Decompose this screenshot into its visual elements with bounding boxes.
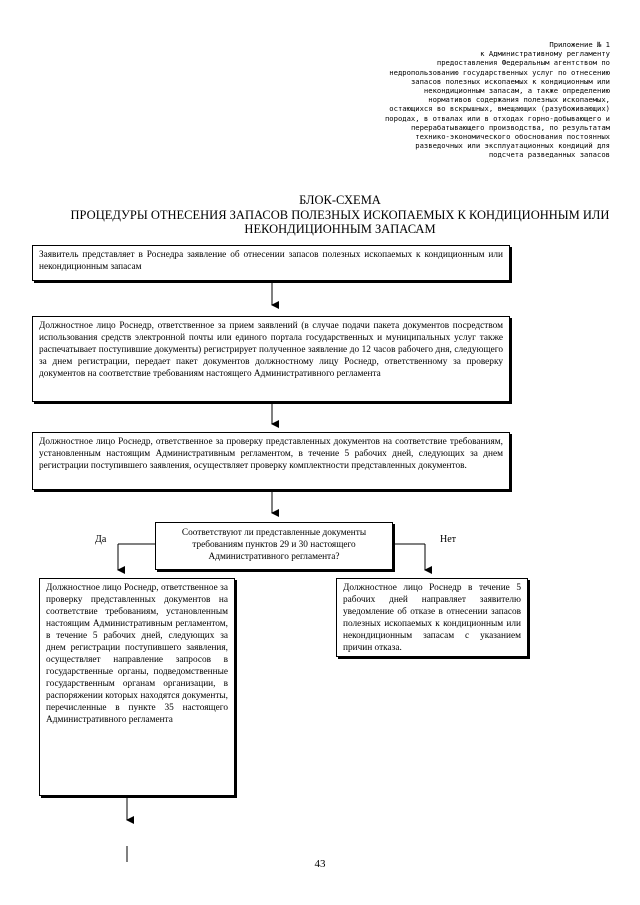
appendix-line: породах, в отвалах или в отходах горно-добывающего и bbox=[384, 113, 610, 123]
appendix-line: недропользованию государственных услуг по отнесению bbox=[389, 67, 610, 77]
appendix-line: подсчета разведанных запасов bbox=[488, 150, 610, 160]
decision-box bbox=[155, 522, 393, 570]
no-label: Нет bbox=[440, 534, 457, 545]
step-refusal-notice bbox=[336, 578, 528, 657]
appendix-line: предоставления Федеральным агентством по bbox=[436, 58, 610, 68]
appendix-line: некондиционным запасам, а также определению bbox=[423, 86, 610, 96]
appendix-line: к Административному регламенту bbox=[480, 49, 610, 59]
diagram-title: БЛОК-СХЕМА bbox=[299, 193, 381, 207]
step-register-application bbox=[32, 316, 510, 402]
step-send-requests-text: Должностное лицо Роснедр, ответственное за проверку представленных документов на соответствие требованиям, установленным настоящим Административным регламентом, в течение 5 рабочих дней, следующих за днем регистрации поступившего заявления, осуществляет направление запросов в государственные органы, подведомственные государственным органам организации, в распоряжении которых находятся документы, перечисленные в пункте 35 настоящего Административного регламента bbox=[46, 583, 228, 725]
step-send-requests bbox=[39, 578, 235, 796]
step-submit-application bbox=[32, 245, 510, 281]
page-number: 43 bbox=[314, 858, 326, 870]
appendix-line: технико-экономического обоснования постоянных bbox=[415, 132, 610, 142]
appendix-line: разведочных или эксплуатационных кондиций для bbox=[415, 141, 610, 151]
step-register-application-text: Должностное лицо Роснедр, ответственное за прием заявлений (в случае подачи пакета документов посредством использования средств электронной почты или единого портала государственных и муниципальных услуг также распечатывает поступившие документы) регистрирует полученное заявление до 12 часов рабочего дня, следующего за днем регистрации, передает пакет документов должностному лицу Роснедр, ответственному за проверку документов на соответствие требованиям настоящего Административного регламента bbox=[39, 321, 503, 379]
appendix-line: остающихся во вскрышных, вмещающих (разубоживающих) bbox=[389, 104, 610, 114]
step-submit-application-text: Заявитель представляет в Роснедра заявление об отнесении запасов полезных ископаемых к кондиционным или некондиционным запасам bbox=[39, 250, 503, 272]
appendix-line: Приложение № 1 bbox=[549, 40, 610, 49]
appendix-line: запасов полезных ископаемых к кондиционным или bbox=[410, 76, 610, 86]
appendix-line: нормативов содержания полезных ископаемых, bbox=[428, 95, 610, 105]
yes-label: Да bbox=[95, 534, 107, 545]
step-check-documents-text: Должностное лицо Роснедр, ответственное за проверку представленных документов на соответствие требованиям, установленным настоящим Административным регламентом, в течение 5 рабочих дней, следующих за днем регистрации поступившего заявления, осуществляет проверку комплектности представленных документов. bbox=[39, 437, 503, 471]
step-refusal-notice-text: Должностное лицо Роснедр в течение 5 рабочих дней направляет заявителю уведомление об отказе в отнесении запасов полезных ископаемых к кондиционным или некондиционным запасам с указанием причин отказа. bbox=[343, 583, 521, 653]
diagram-subtitle-cont: НЕКОНДИЦИОННЫМ ЗАПАСАМ bbox=[244, 222, 436, 236]
decision-text: Соответствуют ли представленные документы требованиям пунктов 29 и 30 настоящего Административного регламента? bbox=[181, 528, 367, 562]
appendix-line: перерабатывающего производства, по результатам bbox=[410, 122, 610, 132]
diagram-subtitle: ПРОЦЕДУРЫ ОТНЕСЕНИЯ ЗАПАСОВ ПОЛЕЗНЫХ ИСКОПАЕМЫХ К КОНДИЦИОННЫМ ИЛИ bbox=[70, 208, 610, 222]
step-check-documents bbox=[32, 432, 510, 490]
